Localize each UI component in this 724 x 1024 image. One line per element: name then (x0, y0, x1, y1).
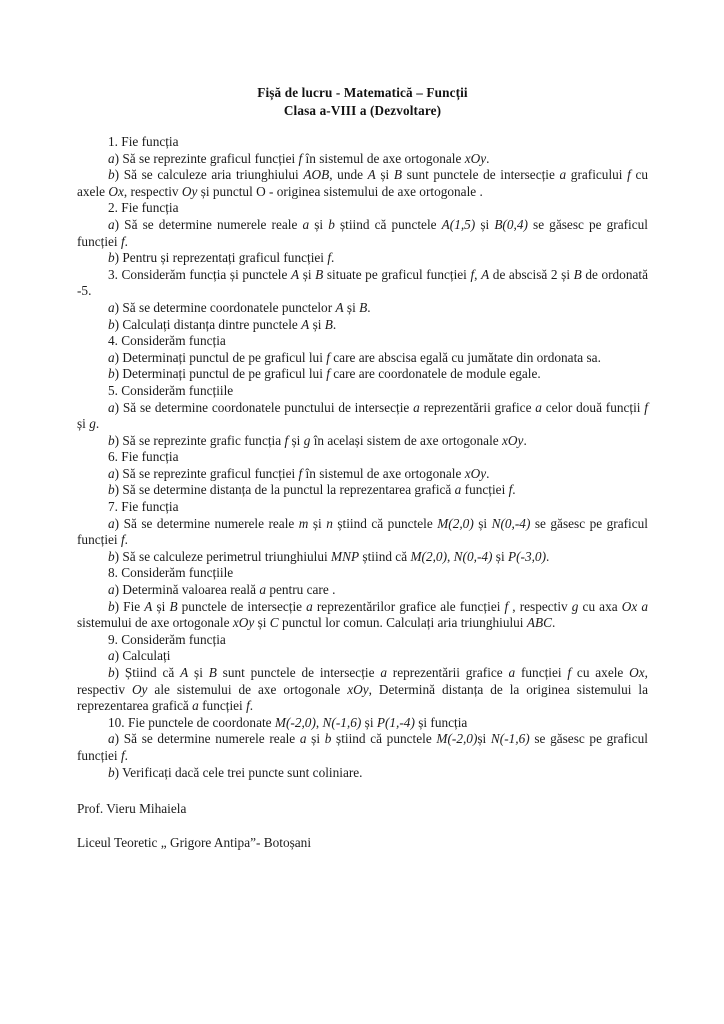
signature-institution: Liceul Teoretic „ Grigore Antipa”- Botoșani (77, 834, 312, 850)
exercise-item-1-b: b) Să se calculeze aria triunghiului AOB, unde A și B sunt punctele de intersecție a graficului f cu axele Ox, respectiv Oy și punctul O - originea sistemului de axe ortogonale . (77, 167, 649, 199)
exercise-item-4-heading: 4. Considerăm funcția (108, 333, 226, 349)
exercise-item-6-a: a) Să se reprezinte graficul funcției f în sistemul de axe ortogonale xOy. (108, 465, 490, 481)
exercise-item-9-b: b) Știind că A și B sunt punctele de intersecție a reprezentării grafice a funcției f cu axele Ox, respectiv Oy ale sistemului de axe ortogonale xOy, Determină distanța de la originea sistemului la reprezentarea grafică a funcției f. (77, 665, 649, 714)
exercise-item-7-b: b) Să se calculeze perimetrul triunghiului MNP știind că M(2,0), N(0,-4) și P(-3,0). (108, 548, 550, 564)
exercise-item-4-a: a) Determinați punctul de pe graficul lui f care are abscisa egală cu jumătate din ordonata sa. (108, 349, 601, 365)
document-content (77, 84, 648, 851)
document-title (77, 84, 648, 120)
exercise-item-3-a: a) Să se determine coordonatele punctelor A și B. (108, 299, 371, 315)
exercise-item-2-heading: 2. Fie funcția (108, 200, 179, 216)
exercise-item-2-b: b) Pentru și reprezentați graficul funcției f. (108, 250, 335, 266)
document-title-line-2: Clasa a-VIII a (Dezvoltare) (283, 103, 442, 118)
exercise-item-9-a: a) Calculați (108, 648, 171, 664)
exercise-item-3-b: b) Calculați distanța dintre punctele A și B. (108, 316, 337, 332)
exercise-item-5-b: b) Să se reprezinte grafic funcția f și g în același sistem de axe ortogonale xOy. (108, 432, 527, 448)
exercise-item-8-heading: 8. Considerăm funcțiile (108, 565, 234, 581)
exercise-item-2-a: a) Să se determine numerele reale a și b știind că punctele A(1,5) și B(0,4) se găsesc pe graficul funcției f. (77, 216, 648, 249)
exercise-item-8-b: b) Fie A și B punctele de intersecție a reprezentărilor grafice ale funcției f , respectiv g cu axa Ox a sistemului de axe ortogonale xOy și C punctul lor comun. Calculați aria triunghiului ABC. (77, 598, 648, 631)
signature-block (77, 801, 648, 851)
exercise-item-10-heading: 10. Fie punctele de coordonate M(-2,0), N(-1,6) și P(1,-4) și funcția (108, 714, 468, 730)
exercise-item-10-a: a) Să se determine numerele reale a și b știind că punctele M(-2,0)și N(-1,6) se găsesc pe graficul funcției f. (77, 731, 648, 763)
exercise-item-1-a: a) Să se reprezinte graficul funcției f în sistemul de axe ortogonale xOy. (108, 150, 490, 166)
exercise-item-1-heading: 1. Fie funcția (108, 134, 179, 149)
exercise-item-5-a: a) Să se determine coordonatele punctului de intersecție a reprezentării grafice a celor două funcții f și g. (77, 399, 648, 432)
exercise-item-7-heading: 7. Fie funcția (108, 499, 179, 515)
exercise-item-9-heading: 9. Considerăm funcția (108, 631, 226, 647)
exercise-item-6-heading: 6. Fie funcția (108, 449, 179, 465)
exercise-list (77, 134, 648, 781)
exercise-item-6-b: b) Să se determine distanța de la punctul la reprezentarea grafică a funcției f. (108, 482, 516, 498)
exercise-item-5-heading: 5. Considerăm funcțiile (108, 382, 234, 398)
exercise-item-3-heading: 3. Considerăm funcția și punctele A și B situate pe graficul funcției f, A de abscisă 2 și B de ordonată -5. (77, 266, 648, 299)
exercise-item-10-b: b) Verificați dacă cele trei puncte sunt coliniare. (108, 764, 363, 780)
exercise-item-8-a: a) Determină valoarea reală a pentru care . (108, 582, 336, 598)
exercise-item-7-a: a) Să se determine numerele reale m și n știind că punctele M(2,0) și N(0,-4) se găsesc pe graficul funcției f. (77, 515, 648, 548)
document-title-line-1: Fișă de lucru - Matematică – Funcții (257, 85, 468, 100)
signature-author: Prof. Vieru Mihaiela (77, 801, 187, 817)
exercise-item-4-b: b) Determinați punctul de pe graficul lui f care are coordonatele de module egale. (108, 366, 541, 382)
